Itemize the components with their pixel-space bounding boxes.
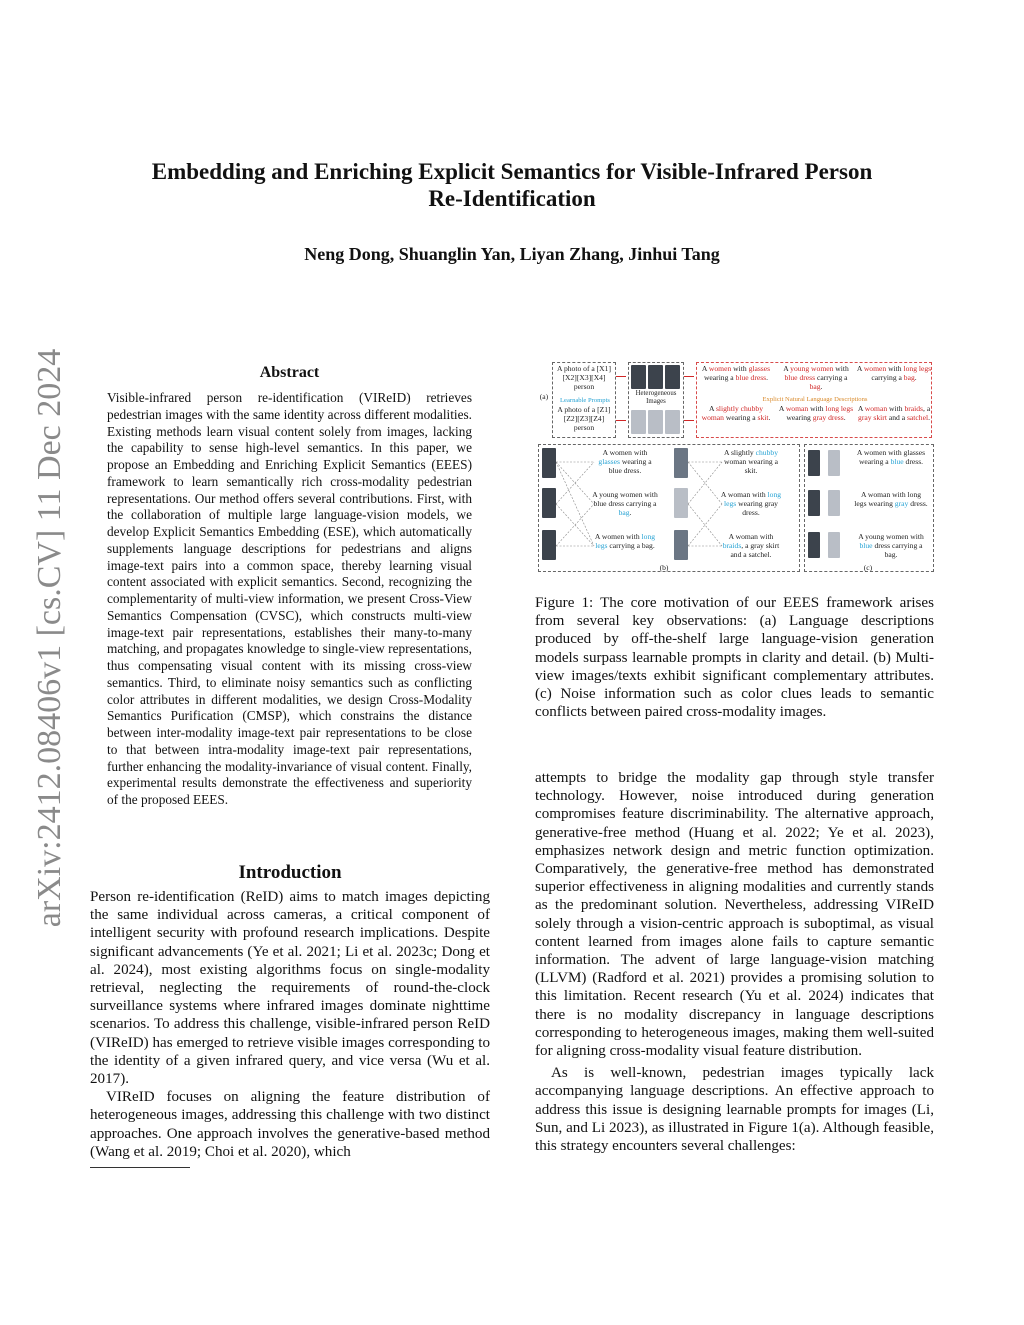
person-image (542, 488, 556, 518)
panel-c-label: (c) (863, 563, 873, 572)
intro-paragraph-1: Person re-identification (ReID) aims to match images depicting the same individual across cameras, a critical component of intelligent security with profound research implications. Despite significant advancements (Ye et al. 2021; Li et al. 2023c; Dong et al. 2024), most existing algorithms focus on single-modality retrieval, neglecting the requirements of round-the-clock surveillance systems where infrared images dominate nighttime scenarios. To address this challenge, visible-infrared person ReID (VIReID) has emerged to retrieve visible images corresponding to the identity of a given infrared query, and vice versa (Wu et al. 2017). (90, 889, 490, 1088)
description: A young women with blue dress carrying a bag. (592, 490, 658, 517)
person-image (828, 532, 840, 558)
left-column-text (90, 888, 490, 1161)
prompt-1: A photo of a [X1][X2][X3][X4] person (557, 364, 611, 391)
person-image (631, 410, 646, 434)
person-image (665, 410, 680, 434)
explicit-descriptions-label: Explicit Natural Language Descriptions (762, 396, 868, 403)
description: A women with glasses wearing a blue dress. (856, 448, 926, 466)
person-image (674, 448, 688, 478)
figure-caption: Figure 1: The core motivation of our EEES framework arises from several key observations: (a) Language descriptions produced by off-the-shelf large language-vision generation models surpass learnable prompts in clarity and detail. (b) Multi-view images/texts exhibit significant complementary attributes. (c) Noise information such as color clues leads to semantic conflicts between paired cross-modality images. (535, 595, 934, 721)
description: A slightly chubby woman wearing a skit. (701, 404, 771, 422)
paper-title (100, 158, 924, 212)
person-image (665, 365, 680, 389)
figure-1 (538, 360, 934, 575)
person-image (542, 530, 556, 560)
intro-paragraph-2: VIReID focuses on aligning the feature distribution of heterogeneous images, addressing this challenge with two distinct approaches. One approach involves the generative-based method (Wang et al. 2019; Choi et al. 2020), which (90, 1089, 490, 1160)
person-image (808, 490, 820, 516)
description: A young women with blue dress carrying a bag. (783, 364, 849, 391)
description: A woman with long legs wearing gray dress. (854, 490, 928, 508)
title-line-1: Embedding and Enriching Explicit Semantics for Visible-Infrared Person (151, 159, 873, 184)
arrow (684, 420, 694, 421)
matching-lines (556, 448, 596, 562)
arrow (616, 376, 626, 377)
arrow (616, 420, 626, 421)
person-image (828, 450, 840, 476)
person-image (808, 532, 820, 558)
description: A women with glasses wearing a blue dress. (598, 448, 652, 475)
footnote-rule (90, 1167, 190, 1168)
person-image (674, 488, 688, 518)
person-image (808, 450, 820, 476)
description: A slightly chubby woman wearing a skit. (723, 448, 778, 475)
person-image (631, 365, 646, 389)
panel-a-label: (a) (539, 392, 549, 401)
intro-paragraph-4: As is well-known, pedestrian images typically lack accompanying language descriptions. An effective approach to address this issue is designing learnable prompts for images (Li, Sun, and Li 2023), as illustrated in Figure 1(a). Although feasible, this strategy encounters several challenges: (535, 1065, 934, 1155)
person-image (674, 530, 688, 560)
learnable-prompts-label: Learnable Prompts (560, 397, 610, 404)
description: A woman with long legs wearing gray dress. (778, 404, 854, 422)
abstract-heading: Abstract (259, 364, 320, 381)
person-image (648, 410, 663, 434)
description: A woman with braids, a gray skirt and a satchel. (857, 404, 931, 422)
right-column-text (535, 769, 934, 1155)
description: A woman with braids, a gray skirt and a satchel. (722, 532, 780, 559)
title-line-2: Re-Identification (428, 186, 596, 211)
prompt-2: A photo of a [Z1][Z2][Z3][Z4] person (557, 405, 611, 432)
intro-paragraph-3: attempts to bridge the modality gap through style transfer technology. However, noise introduced during generation compromises feature discriminability. The alternative approach, generative-free method (Huang et al. 2022; Ye et al. 2023), emphasizes network design and metric function optimization. Comparatively, the generative-free method has demonstrated superior effectiveness in aligning modalities and currently stands as the predominant solution. Nevertheless, addressing VIReID solely through a vision-centric approach is suboptimal, as visual content learned from images alone fails to capture semantic information. The advent of large language-vision matching (LLVM) (Radford et al. 2021) provides a promising solution to this limitation. Recent research (Yu et al. 2024) indicates that there is no modality discrepancy in language descriptions corresponding to heterogeneous images, making them well-suited for aligning cross-modality visual feature distribution. (535, 770, 934, 1060)
description: A women with long legs carrying a bag. (856, 364, 932, 382)
abstract-text: Visible-infrared person re-identification (VIReID) retrieves pedestrian images with the same identity across different modalities. Existing methods learn visual content solely from images, lacking the capability to sense high-level semantics. In this paper, we propose an Embedding and Enriching Explicit Semantics (EEES) framework to learn semantically rich cross-modality pedestrian representations. Our method offers several contributions. First, with the collaboration of multiple large language-vision models, we develop Explicit Semantics Embedding (ESE), which automatically supplements language descriptions for pedestrians and aligns image-text pairs into a common space, thereby learning visual content associated with explicit semantics. Second, recognizing the complementarity of multi-view information, we present Cross-View Semantics Compensation (CVSC), which constructs multi-view image-text pair representations, establishes their many-to-many matching, and propagates knowledge to single-view representations, thus compensating visual content with its missing cross-view semantics. Third, to eliminate noisy semantics such as conflicting color attributes in different modalities, we design Cross-Modality Semantics Purification (CMSP), which constrains the distance between inter-modality image-text pair representations to be close to that between intra-modality image-text pair representations, further enhancing the modality-invariance of visual content. Finally, experimental results demonstrate the effectiveness and superiority of the proposed EEES. (107, 390, 472, 807)
description: A women with long legs carrying a bag. (594, 532, 656, 550)
description: A woman with long legs wearing gray dress. (720, 490, 782, 517)
description: A young women with blue dress carrying a bag. (858, 532, 924, 559)
person-image (542, 448, 556, 478)
panel-b-label: (b) (659, 563, 669, 572)
person-image (648, 365, 663, 389)
authors: Neng Dong, Shuanglin Yan, Liyan Zhang, Jinhui Tang (304, 244, 720, 264)
arxiv-stamp: arXiv:2412.08406v1 [cs.CV] 11 Dec 2024 (31, 348, 68, 928)
introduction-heading: Introduction (238, 862, 342, 883)
heterogeneous-images-label: Heterogeneous Images (635, 390, 677, 405)
person-image (828, 490, 840, 516)
arrow (684, 376, 694, 377)
description: A women with glasses wearing a blue dress. (701, 364, 771, 382)
